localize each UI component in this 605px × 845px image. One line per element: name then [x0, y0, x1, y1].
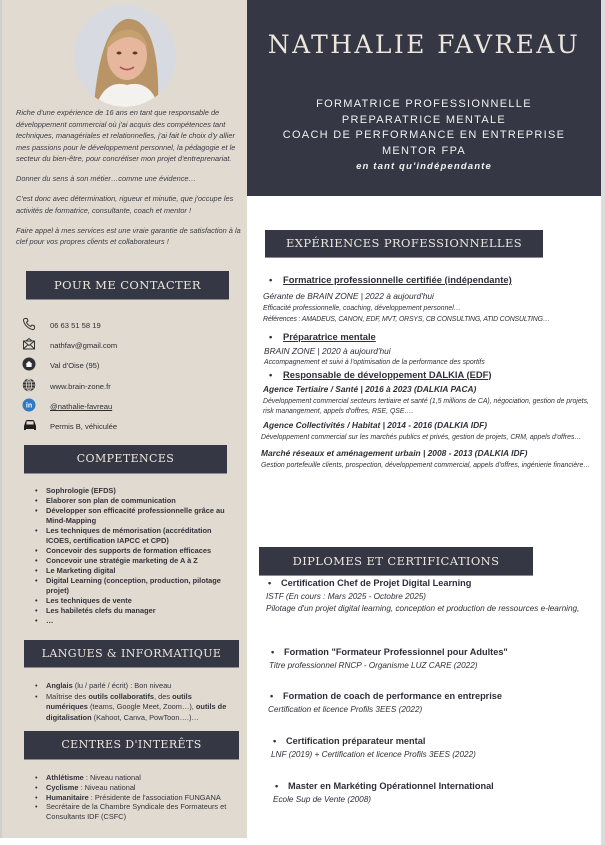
diploma-item — [273, 781, 605, 806]
list-item: • Les techniques de mémorisation (accréditation ICOES, certification IAPCC et CPD) — [33, 526, 233, 546]
contact-email — [22, 339, 237, 359]
job-description: Références : AMADEUS, CANON, EDF, MVT, ORSYS, CB CONSULTING, ATID CONSULTING… — [263, 315, 550, 323]
diplomes-heading: DIPLOMES ET CERTIFICATIONS — [259, 547, 533, 576]
diploma-detail: Ecole Sup de Vente (2008) — [273, 795, 372, 804]
home-icon — [22, 357, 37, 372]
competences-list — [33, 486, 233, 626]
interest-detail: : Niveau national — [83, 773, 141, 782]
interest-detail: : Niveau national — [78, 782, 136, 792]
text: Maîtrise des — [46, 691, 89, 701]
job-title-line: COACH DE PERFORMANCE EN ENTREPRISE — [282, 129, 566, 142]
contact-heading: POUR ME CONTACTER — [26, 271, 229, 300]
interets-heading: CENTRES D'INTERÊTS — [24, 731, 239, 760]
list-item: • Concevoir des supports de formation efficaces — [33, 546, 233, 556]
job-description: Efficacité professionnelle, coaching, développement personnel… — [263, 305, 461, 312]
contact-text[interactable]: www.brain-zone.fr — [50, 381, 111, 391]
intro-paragraph: C'est donc avec détermination, rigueur et minutie, que j'occupe les activités de formatrice, consultante, coach et mentor ! — [16, 194, 234, 215]
profile-intro — [16, 107, 242, 256]
mail-icon — [22, 337, 37, 352]
list-item — [33, 783, 238, 793]
text-bold: outils collaboratifs — [88, 691, 155, 701]
langues-list — [33, 681, 233, 723]
contact-linkedin — [22, 400, 237, 420]
interest-detail: : Présidente de l'association FUNGANA — [88, 792, 221, 802]
list-item: • Développer son efficacité professionnelle grâce au Mind-Mapping — [33, 506, 233, 526]
intro-paragraph: Riche d'une expérience de 16 ans en tant que responsable de développement commercial où j'ai acquis des compétences tant techniques, managériales et relationnelles, j'ai fait le choix d'y allier mes passions pour le développement personnel, la pédagogie et le secteur du bien-être, pour concrétiser mon projet d'entreprenariat. — [16, 108, 236, 163]
list-item: • … — [33, 616, 233, 626]
diploma-detail: ISTF (En cours : Mars 2025 - Octobre 2025) — [266, 592, 427, 601]
job-title: • Formatrice professionnelle certifiée (indépendante) — [263, 274, 598, 285]
job-description: Développement commercial sur les marchés publics et privés, gestion de projets, CRM, appels d'offres… — [261, 433, 582, 441]
svg-text:in: in — [25, 402, 33, 410]
globe-icon — [22, 378, 37, 393]
job-title-line: PREPARATRICE MENTALE — [341, 113, 507, 126]
contact-location — [22, 359, 237, 379]
contact-text: Permis B, véhiculée — [50, 421, 118, 431]
text: (teams, Google Meet, Zoom…), — [87, 702, 196, 712]
contact-list — [22, 319, 237, 440]
diploma-title: • Certification préparateur mental — [271, 736, 603, 746]
linkedin-icon — [22, 398, 37, 413]
list-item — [33, 773, 238, 783]
job-titles — [247, 97, 601, 175]
diploma-item — [266, 578, 598, 615]
diploma-item — [269, 647, 601, 672]
job-title-line: FORMATRICE PROFESSIONNELLE — [316, 98, 532, 110]
job-description: Développement commercial secteurs tertiaire et santé (1,5 millions de CA), négociation, gestion de projets, risk manangement, appels d'offres, RSE, QSE…. — [263, 397, 589, 415]
competences-heading: COMPETENCES — [24, 445, 227, 474]
car-icon — [22, 418, 37, 433]
interest-name: Cyclisme — [46, 782, 79, 792]
diploma-item — [271, 736, 603, 761]
diploma-title: • Formation "Formateur Professionnel pour Adultes" — [269, 647, 601, 657]
page-edge — [601, 0, 605, 845]
diploma-detail: Pilotage d'un projet digital learning, conception et production de ressources e-learning, — [266, 604, 580, 614]
diploma-title: • Certification Chef de Projet Digital Learning — [266, 578, 598, 588]
diploma-title: • Formation de coach de performance en entreprise — [268, 691, 600, 701]
langues-heading: LANGUES & INFORMATIQUE — [24, 640, 239, 668]
job-title-line: MENTOR FPA — [381, 144, 467, 157]
phone-icon — [22, 317, 37, 332]
list-item — [33, 802, 238, 822]
contact-text: Val d'Oise (95) — [50, 361, 100, 371]
job-description: Gestion portefeuille clients, prospection, développement commercial, appels d'offres, ingénierie financière… — [261, 462, 591, 469]
list-item — [33, 793, 238, 803]
list-item: • Les techniques de vente — [33, 596, 233, 606]
contact-phone — [22, 319, 237, 339]
intro-paragraph: Donner du sens à son métier…comme une évidence… — [16, 174, 196, 183]
diploma-title: • Master en Markéting Opérationnel International — [273, 781, 605, 791]
diploma-detail: Certification et licence Profils 3EES (2022) — [268, 705, 423, 714]
contact-license — [22, 420, 237, 440]
experiences-heading: EXPÉRIENCES PROFESSIONNELLES — [265, 230, 543, 258]
list-item: • Sophrologie (EFDS) — [33, 486, 233, 496]
contact-text[interactable]: nathfav@gmail.com — [50, 341, 118, 351]
list-item — [33, 692, 233, 724]
contact-text: 06 63 51 58 19 — [50, 321, 101, 330]
job-role: Agence Collectivités / Habitat | 2014 - 2016 (DALKIA IDF) — [263, 419, 488, 430]
linkedin-link[interactable]: @nathalie-favreau — [50, 401, 113, 411]
list-item: • Digital Learning (conception, production, pilotage projet) — [33, 576, 233, 596]
job-role: Gérante de BRAIN ZONE | 2022 à aujourd'hui — [263, 291, 434, 301]
text-bold: outils de digitalisation — [46, 702, 227, 722]
job-role: BRAIN ZONE | 2020 à aujourd'hui — [264, 346, 391, 356]
full-name: NATHALIE FAVREAU — [267, 30, 581, 59]
job-role: Marché réseaux et aménagement urbain | 2008 - 2013 (DALKIA IDF) — [261, 448, 528, 458]
list-item: • Elaborer son plan de communication — [33, 496, 233, 506]
profile-photo — [74, 5, 176, 107]
job-role: Agence Tertiaire / Santé | 2016 à 2023 (DALKIA PACA) — [263, 383, 477, 394]
language-name: Anglais — [46, 681, 73, 690]
job-description: Accompagnement et suivi à l'optimisation de la performance des sportifs — [264, 359, 485, 366]
list-item: • Concevoir une stratégie marketing de A à Z — [33, 556, 233, 566]
text-bold: outils numériques — [46, 691, 192, 712]
job-title: • Préparatrice mentale — [263, 331, 598, 342]
intro-paragraph: Faire appel à mes services est une vraie garantie de satisfaction à la clef pour vos propres clients et collaborateurs ! — [16, 225, 241, 246]
interest-detail: Secrétaire de la Chambre Syndicale des Formateurs et Consultants IDF (CSFC) — [46, 802, 227, 822]
interets-list — [33, 773, 238, 822]
text: , des — [154, 691, 173, 701]
job-subtitle: en tant qu'indépendante — [356, 161, 492, 173]
interest-name: Humanitaire — [46, 792, 89, 802]
experience-list — [263, 274, 598, 472]
diploma-detail: LNF (2019) + Certification et licence Profils 3EES (2022) — [271, 750, 476, 759]
interest-name: Athlétisme — [46, 773, 84, 782]
diploma-detail: Titre professionnel RNCP - Organisme LUZ CARE (2022) — [269, 661, 478, 670]
contact-website — [22, 380, 237, 400]
diploma-item — [268, 691, 600, 716]
text: (Kahoot, Canva, PowToon….)… — [91, 712, 199, 722]
list-item: • Le Marketing digital — [33, 566, 233, 576]
list-item: • Les habiletés clefs du manager — [33, 606, 233, 616]
header-banner — [247, 0, 601, 196]
list-item — [33, 681, 233, 692]
job-title: • Responsable de développement DALKIA (EDF) — [263, 369, 598, 380]
language-level: (lu / parlé / écrit) : Bon niveau — [72, 681, 172, 690]
